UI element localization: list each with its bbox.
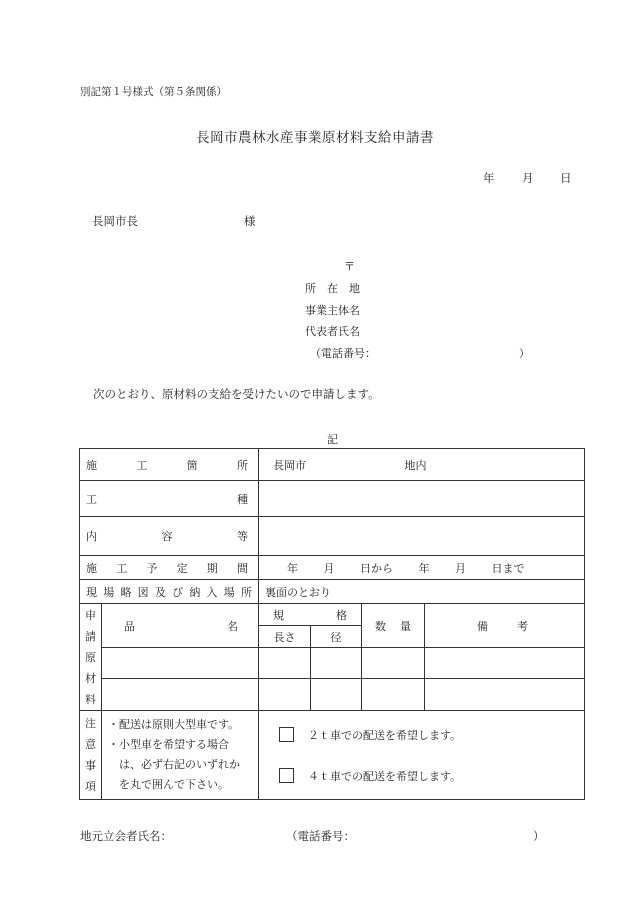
- materials-side-label: 申 請 原 材 料: [80, 604, 102, 711]
- honorific: 様: [244, 214, 256, 228]
- date-year: 年: [483, 171, 495, 185]
- material-row1-qty[interactable]: [362, 648, 425, 679]
- delivery-options: [259, 711, 585, 800]
- material-row2-length[interactable]: [259, 679, 311, 711]
- option-4t-label: ４ｔ車での配送を希望します。: [308, 769, 462, 783]
- option-2t[interactable]: [279, 714, 584, 755]
- phone-close: ）: [519, 347, 530, 360]
- note-item: は、必ず右記のいずれか: [108, 758, 240, 771]
- diameter-header: 径: [311, 626, 362, 648]
- site-label-cell: [80, 449, 259, 481]
- footer-phone-label: （電話番号：: [286, 829, 355, 843]
- spec-label: 規 格: [273, 608, 347, 622]
- form-number: 別記第１号様式（第５条関係）: [80, 86, 227, 98]
- page-title: 長岡市農林水産事業原材料支給申請書: [196, 130, 434, 146]
- map-label-cell: [80, 580, 259, 604]
- checkbox-4t[interactable]: [279, 768, 294, 783]
- body-text: 次のとおり、原材料の支給を受けたいので申請します。: [93, 387, 380, 401]
- period-value-cell: [259, 556, 585, 580]
- note-item: ・小型車を希望する場合: [108, 738, 229, 751]
- spec-header: [259, 604, 362, 626]
- period-day1: 日から: [360, 561, 393, 575]
- representative-label: 代表者氏名: [305, 325, 360, 338]
- postal-mark: 〒: [344, 260, 355, 273]
- length-header: 長さ: [259, 626, 311, 648]
- quantity-header: [362, 604, 425, 648]
- content-value-cell[interactable]: [259, 517, 585, 556]
- option-4t[interactable]: [279, 755, 584, 796]
- address-label: 所 在 地: [305, 282, 360, 295]
- content-label: 内 容 等: [86, 530, 248, 543]
- date-month: 月: [522, 171, 534, 185]
- period-label: 施 工 予 定 期 間: [86, 561, 248, 575]
- map-value: 裏面のとおり: [259, 580, 585, 604]
- period-day2: 日まで: [491, 561, 525, 575]
- material-row2-item[interactable]: [102, 679, 259, 711]
- ki-label: 記: [327, 433, 338, 446]
- site-value-cell: [259, 449, 585, 481]
- material-row1-item[interactable]: [102, 648, 259, 679]
- phone-label: （電話番号：: [310, 347, 376, 360]
- note-item: を丸で囲んで下さい。: [108, 778, 229, 791]
- witness-label: 地元立会者氏名：: [80, 829, 172, 843]
- item-name-header: [102, 604, 259, 648]
- qty-label: 数 量: [375, 619, 411, 633]
- site-label: 施 工 箇 所: [86, 458, 248, 472]
- material-row2-diameter[interactable]: [311, 679, 362, 711]
- checkbox-2t[interactable]: [279, 727, 294, 742]
- material-row1-diameter[interactable]: [311, 648, 362, 679]
- type-label-cell: [80, 481, 259, 517]
- option-2t-label: ２ｔ車での配送を希望します。: [308, 728, 462, 742]
- type-value-cell[interactable]: [259, 481, 585, 517]
- footer-phone-close: ）: [533, 829, 545, 843]
- material-row1-remarks[interactable]: [425, 648, 585, 679]
- material-row2-remarks[interactable]: [425, 679, 585, 711]
- material-row1-length[interactable]: [259, 648, 311, 679]
- item-label: 品 名: [124, 619, 238, 633]
- entity-label: 事業主体名: [305, 304, 360, 317]
- notes-side-label: 注 意 事 項: [80, 711, 102, 800]
- site-city: 長岡市: [273, 458, 306, 472]
- note-item: ・配送は原則大型車です。: [108, 718, 240, 731]
- map-label: 現 場 略 図 及 び 納 入 場 所: [86, 585, 252, 599]
- remarks-label: 備 考: [477, 619, 528, 633]
- application-table: [79, 448, 585, 800]
- addressee: 長岡市長: [92, 214, 138, 228]
- site-suffix: 地内: [404, 458, 427, 472]
- notes-list: [102, 711, 259, 800]
- type-label: 工 種: [86, 492, 248, 506]
- period-label-cell: [80, 556, 259, 580]
- period-month1: 月: [323, 561, 335, 575]
- content-label-cell: [80, 517, 259, 556]
- material-row2-qty[interactable]: [362, 679, 425, 711]
- period-month2: 月: [455, 561, 466, 575]
- date-day: 日: [560, 171, 572, 185]
- period-year2: 年: [418, 561, 430, 575]
- period-year1: 年: [287, 561, 298, 575]
- remarks-header: [425, 604, 585, 648]
